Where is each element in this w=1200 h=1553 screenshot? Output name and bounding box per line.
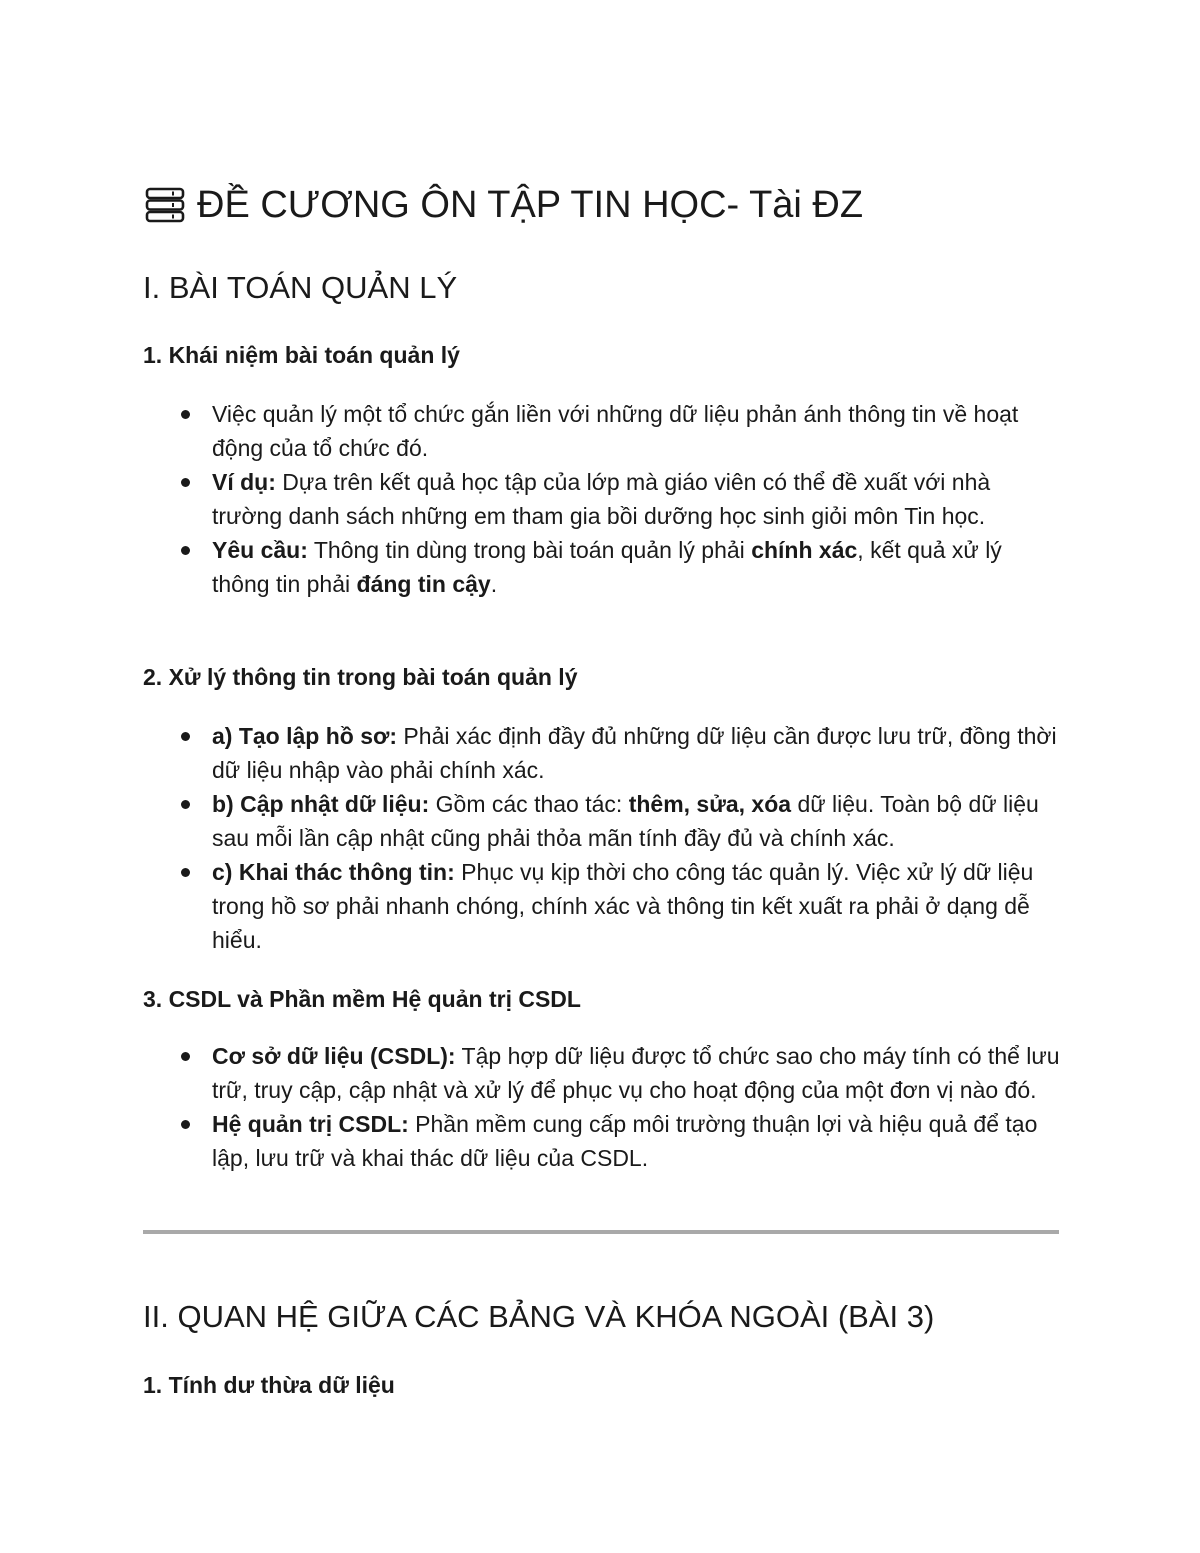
section-heading-2: II. QUAN HỆ GIỮA CÁC BẢNG VÀ KHÓA NGOÀI (BÀI 3) (143, 1299, 935, 1334)
list-item-text: Tập hợp dữ liệu được tổ chức sao cho máy tính có thể lưu trữ, truy cập, cập nhật và xử lý để phục vụ cho hoạt động của một đơn vị nào đó. (212, 1043, 1060, 1103)
list-item-text: Phục vụ kịp thời cho công tác quản lý. Việc xử lý dữ liệu trong hồ sơ phải nhanh chóng, chính xác và thông tin kết xuất ra phải ở dạng dễ hiểu. (212, 859, 1034, 953)
list-item-text: Dựa trên kết quả học tập của lớp mà giáo viên có thể đề xuất với nhà trường danh sách những em tham gia bồi dưỡng học sinh giỏi môn Tin học. (212, 469, 991, 529)
list-item-text: . (490, 571, 498, 597)
list-item (143, 719, 1063, 787)
bullet-list-1-2 (143, 719, 1063, 957)
list-item (143, 397, 1063, 465)
list-item-emphasis: chính xác (751, 537, 858, 563)
list-item-text: Việc quản lý một tổ chức gắn liền với những dữ liệu phản ánh thông tin về hoạt động của tổ chức đó. (212, 401, 1019, 461)
document-title-text: ĐỀ CƯƠNG ÔN TẬP TIN HỌC- Tài ĐZ (197, 184, 864, 226)
list-item (143, 855, 1063, 957)
list-item-label: Cơ sở dữ liệu (CSDL): (212, 1043, 456, 1069)
subheading-1-1: 1. Khái niệm bài toán quản lý (143, 342, 460, 368)
list-item-text: dữ liệu. Toàn bộ dữ liệu sau mỗi lần cập nhật cũng phải thỏa mãn tính đầy đủ và chính xác. (212, 791, 1039, 851)
list-item (143, 787, 1063, 855)
section-heading-1: I. BÀI TOÁN QUẢN LÝ (143, 270, 458, 305)
list-item-text: Thông tin dùng trong bài toán quản lý phải (307, 537, 752, 563)
list-item-text: Gồm các thao tác: (429, 791, 629, 817)
document-title (143, 181, 863, 229)
horizontal-divider (143, 1230, 1059, 1234)
list-item (143, 533, 1063, 601)
list-item-label: a) Tạo lập hồ sơ: (212, 723, 398, 749)
list-item-label: b) Cập nhật dữ liệu: (212, 791, 430, 817)
list-item-text: Phần mềm cung cấp môi trường thuận lợi và hiệu quả để tạo lập, lưu trữ và khai thác dữ liệu của CSDL. (212, 1111, 1038, 1171)
bullet-list-1-3 (143, 1039, 1063, 1175)
list-item (143, 1107, 1063, 1175)
list-item-emphasis: đáng tin cậy (356, 571, 491, 597)
list-item-label: c) Khai thác thông tin: (212, 859, 455, 885)
list-item-emphasis: thêm, sửa, xóa (628, 791, 792, 817)
list-item (143, 465, 1063, 533)
subheading-2-1: 1. Tính dư thừa dữ liệu (143, 1372, 395, 1398)
subheading-1-2: 2. Xử lý thông tin trong bài toán quản lý (143, 664, 578, 690)
list-item-text: , kết quả xử lý thông tin phải (212, 537, 1002, 597)
list-item-label: Hệ quản trị CSDL: (212, 1111, 409, 1137)
list-item-label: Yêu cầu: (212, 537, 308, 563)
subheading-1-3: 3. CSDL và Phần mềm Hệ quản trị CSDL (143, 986, 581, 1012)
list-item (143, 1039, 1063, 1107)
list-item-label: Ví dụ: (212, 469, 276, 495)
list-item-text: Phải xác định đầy đủ những dữ liệu cần được lưu trữ, đồng thời dữ liệu nhập vào phải chính xác. (212, 723, 1057, 783)
bullet-list-1-1 (143, 397, 1063, 601)
book-stack-icon (143, 185, 187, 225)
